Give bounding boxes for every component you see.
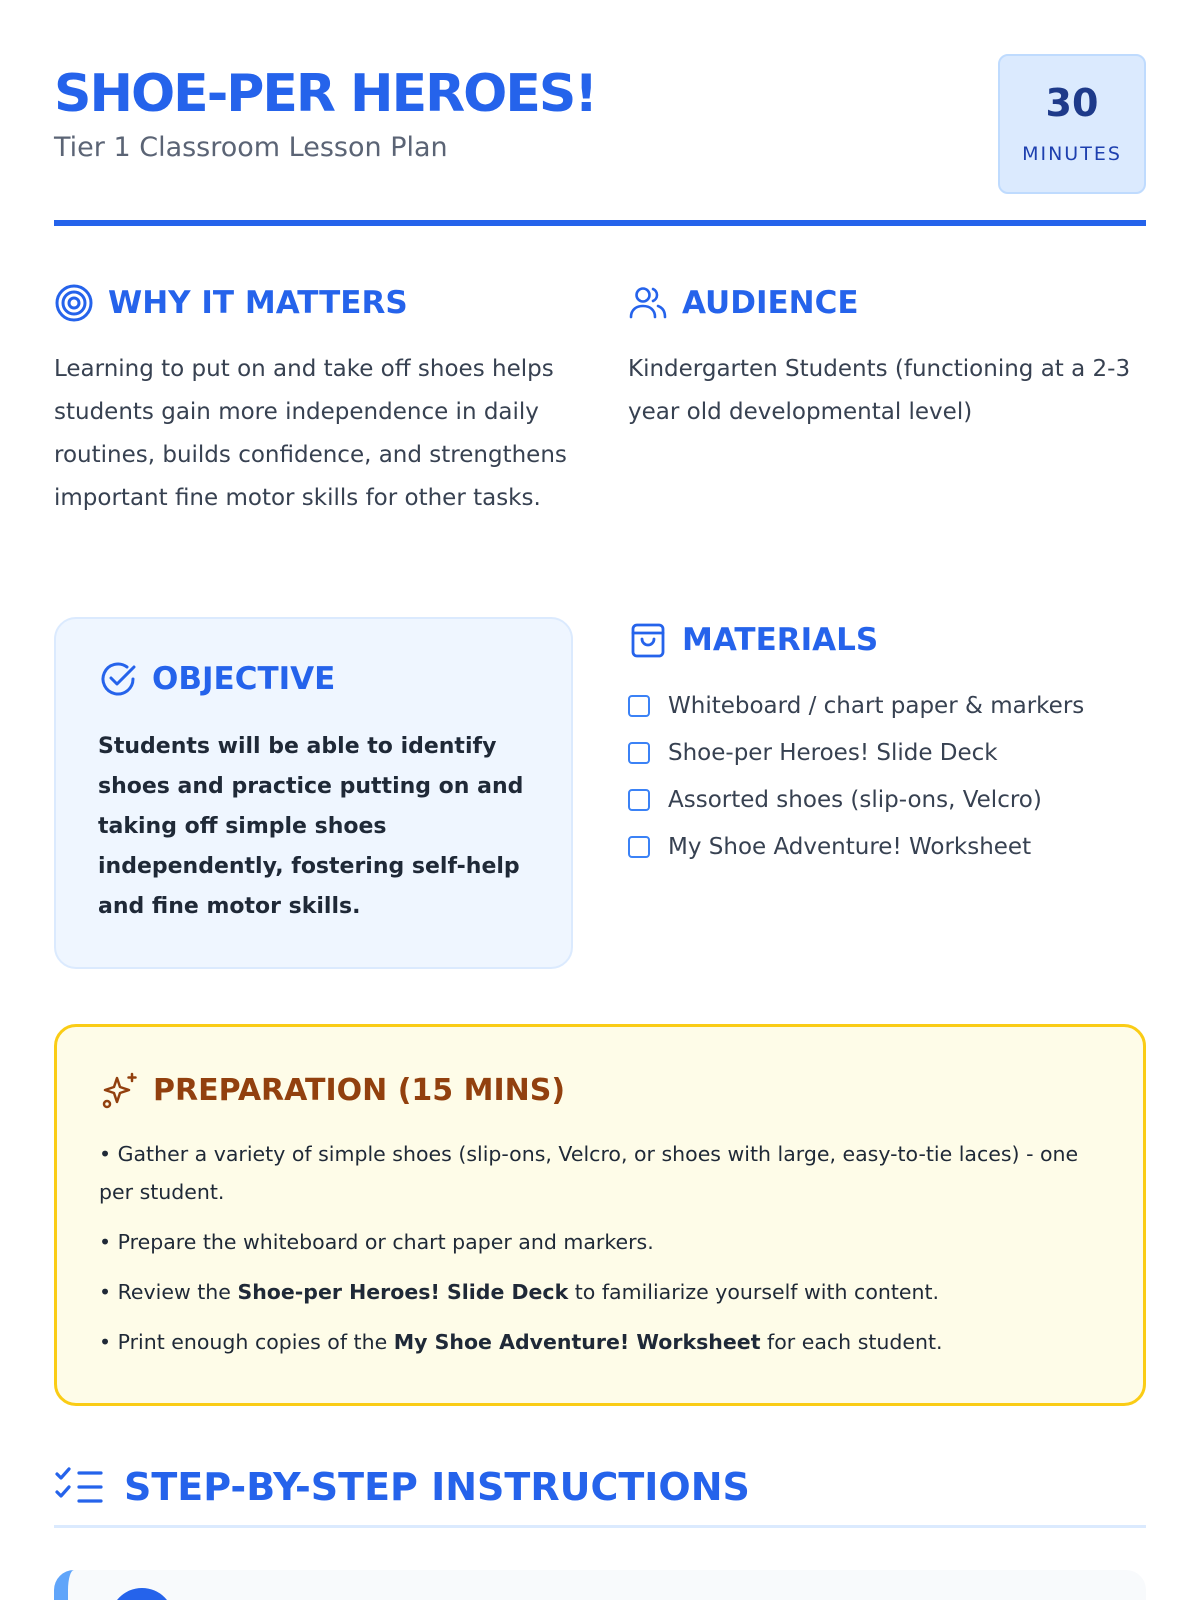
step-number-badge (110, 1588, 174, 1600)
prep-text: • Gather a variety of simple shoes (slip-ons, Velcro, or shoes with large, easy-to-tie laces) - one per student. (99, 1142, 1079, 1204)
materials-item[interactable] (628, 682, 1146, 729)
preparation-item (99, 1323, 1099, 1361)
material-checkbox[interactable] (628, 836, 650, 858)
preparation-title: PREPARATION (15 MINS) (153, 1073, 566, 1108)
prep-text: • Review the (99, 1280, 238, 1304)
why-it-matters-heading (54, 283, 408, 323)
why-it-matters-title: WHY IT MATTERS (108, 285, 408, 321)
prep-text: • Prepare the whiteboard or chart paper and markers. (99, 1230, 654, 1254)
prep-text: for each student. (760, 1330, 943, 1354)
materials-item[interactable] (628, 729, 1146, 776)
preparation-item (99, 1135, 1099, 1211)
material-label: Assorted shoes (slip-ons, Velcro) (668, 786, 1042, 813)
page-title: SHOE-PER HEROES! (54, 64, 597, 124)
sparkles-icon (99, 1071, 139, 1111)
material-label: Whiteboard / chart paper & markers (668, 692, 1085, 719)
objective-title: OBJECTIVE (152, 661, 336, 697)
prep-text: • Print enough copies of the (99, 1330, 394, 1354)
materials-item[interactable] (628, 776, 1146, 823)
materials-list (628, 682, 1146, 870)
prep-text: to familiarize yourself with content. (568, 1280, 940, 1304)
preparation-heading (99, 1071, 565, 1111)
audience-title: AUDIENCE (682, 285, 859, 321)
prep-bold: My Shoe Adventure! Worksheet (393, 1330, 761, 1354)
why-it-matters-body: Learning to put on and take off shoes helps students gain more independence in daily routines, builds confidence, and strengthens important fine motor skills for other tasks. (54, 356, 567, 511)
material-checkbox[interactable] (628, 789, 650, 811)
list-checks-icon (54, 1465, 104, 1509)
materials-heading (628, 620, 878, 660)
preparation-card (54, 1024, 1146, 1406)
preparation-list (99, 1135, 1099, 1373)
target-icon (54, 283, 94, 323)
material-checkbox[interactable] (628, 695, 650, 717)
objective-heading (98, 659, 335, 699)
steps-title: STEP-BY-STEP INSTRUCTIONS (124, 1465, 750, 1509)
check-circle-icon (98, 659, 138, 699)
objective-card (54, 617, 573, 969)
prep-bold: Shoe-per Heroes! Slide Deck (237, 1280, 569, 1304)
audience-body: Kindergarten Students (functioning at a 2-3 year old developmental level) (628, 356, 1131, 425)
materials-item[interactable] (628, 823, 1146, 870)
steps-divider (54, 1525, 1146, 1528)
header (54, 52, 1146, 228)
duration-badge (998, 54, 1146, 194)
lesson-plan-page (54, 0, 1146, 1600)
steps-heading (54, 1462, 750, 1512)
objective-body: Students will be able to identify shoes and practice putting on and taking off simple shoes independently, fostering self-help and fine motor skills. (98, 734, 524, 919)
material-label: My Shoe Adventure! Worksheet (668, 833, 1032, 860)
step-card (54, 1570, 1146, 1600)
materials-title: MATERIALS (682, 622, 879, 658)
material-checkbox[interactable] (628, 742, 650, 764)
header-divider (54, 220, 1146, 226)
duration-unit: MINUTES (1022, 143, 1122, 165)
material-label: Shoe-per Heroes! Slide Deck (668, 739, 998, 766)
preparation-item (99, 1273, 1099, 1311)
shopping-bag-icon (628, 620, 668, 660)
audience-heading (628, 283, 859, 323)
duration-value: 30 (1045, 81, 1099, 125)
preparation-item (99, 1223, 1099, 1261)
page-subtitle: Tier 1 Classroom Lesson Plan (54, 132, 448, 163)
users-icon (628, 283, 668, 323)
